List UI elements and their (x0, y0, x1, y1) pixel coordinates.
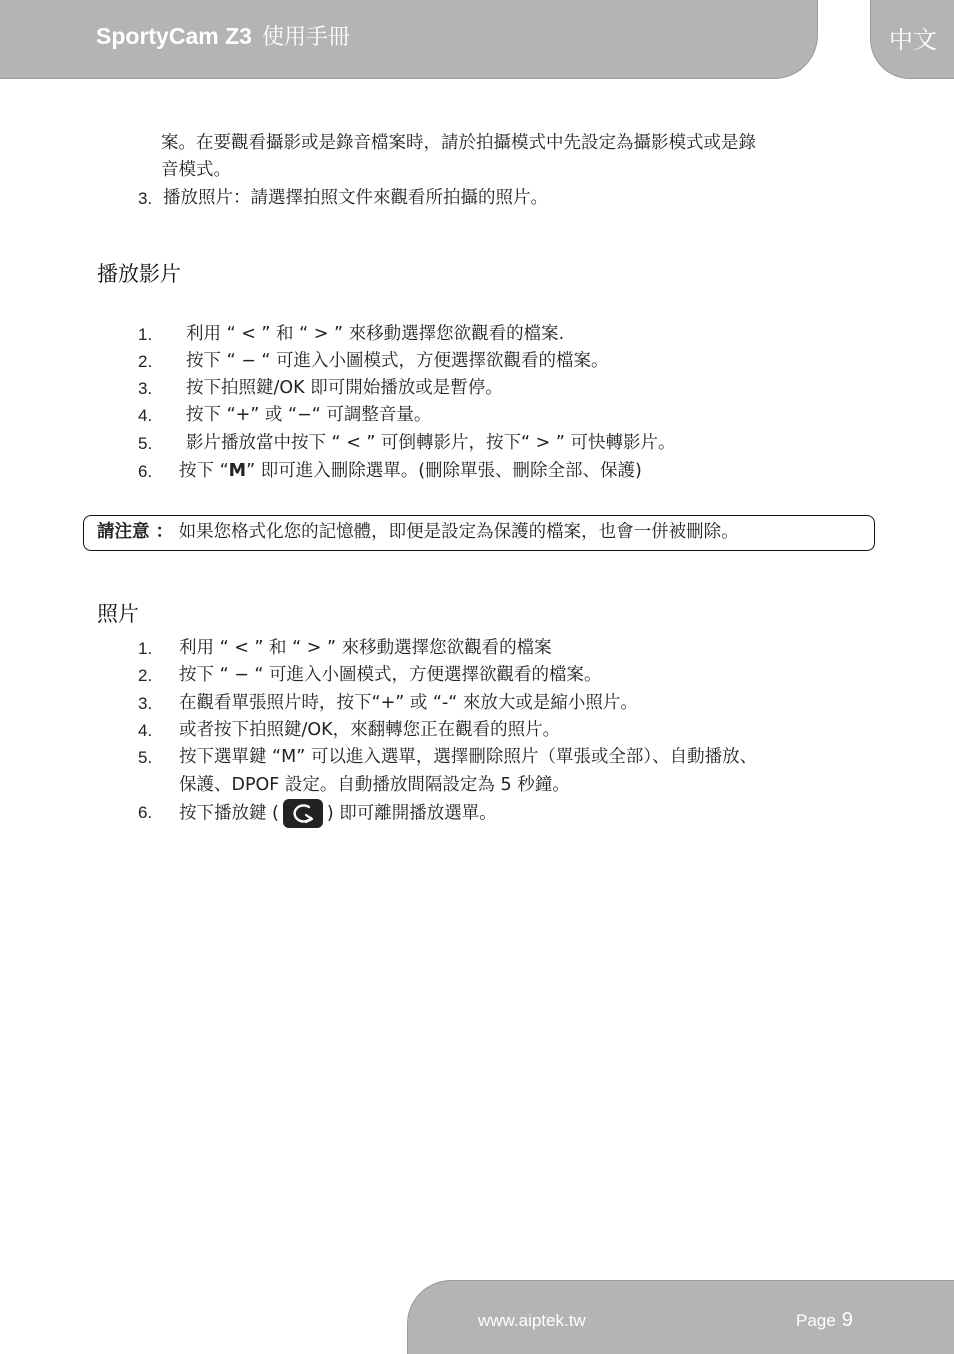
video-item-text: 按下拍照鍵/OK 即可開始播放或是暫停。 (186, 378, 503, 398)
photo-section-heading: 照片 (97, 602, 139, 626)
photo-item-number: 3. (138, 694, 153, 713)
video-item-text-pre: 按下 “ (179, 461, 229, 481)
photo-item-text-continued: 保護、DPOF 設定。自動播放間隔設定為 5 秒鐘。 (179, 775, 570, 795)
photo-item-text-pre: 按下播放鍵 ( (179, 803, 279, 824)
footer-bar (407, 1280, 954, 1354)
intro-item-3-number: 3. (138, 189, 153, 208)
photo-item-number: 4. (138, 721, 153, 740)
warning-note-box (83, 515, 875, 551)
intro-item-3-text: 播放照片：請選擇拍照文件來觀看所拍攝的照片。 (163, 188, 548, 208)
video-item-number: 1. (138, 325, 153, 344)
video-item-number: 3. (138, 379, 153, 398)
video-item-number: 2. (138, 352, 153, 371)
menu-key-label: M (228, 461, 247, 481)
page-indicator (796, 1309, 853, 1332)
photo-item-text: 按下 “ − “ 可進入小圖模式，方便選擇欲觀看的檔案。 (179, 665, 602, 685)
video-item-text (179, 458, 642, 485)
page-number: 9 (841, 1309, 853, 1331)
note-label: 請注意 ： (97, 522, 174, 542)
video-item-text: 按下 “+” 或 “−“ 可調整音量。 (186, 405, 432, 425)
photo-item-number: 2. (138, 666, 153, 685)
manual-subtitle: 使用手冊 (261, 25, 350, 50)
intro-line-2: 音模式。 (161, 160, 231, 180)
language-tab (870, 0, 954, 79)
video-item-text-post: ” 即可進入刪除選單。(刪除單張、刪除全部、保護) (246, 461, 642, 481)
video-item-number: 5. (138, 434, 153, 453)
video-item-number: 4. (138, 406, 153, 425)
video-item-number: 6. (138, 462, 153, 481)
video-item-text: 影片播放當中按下 “ < ” 可倒轉影片，按下“ > ” 可快轉影片。 (186, 433, 676, 453)
photo-item-number: 6. (138, 803, 153, 822)
website-link[interactable]: www.aiptek.tw (478, 1311, 586, 1330)
photo-item-number: 1. (138, 639, 153, 658)
language-label: 中文 (889, 26, 937, 54)
photo-item-text (179, 799, 497, 828)
video-section-heading: 播放影片 (97, 262, 181, 286)
page-label: Page (796, 1311, 836, 1330)
header-bar (0, 0, 818, 79)
playback-return-icon (283, 799, 323, 828)
intro-line-1: 案。在要觀看攝影或是錄音檔案時，請於拍攝模式中先設定為攝影模式或是錄 (161, 133, 756, 153)
photo-item-text: 或者按下拍照鍵/OK，來翻轉您正在觀看的照片。 (179, 720, 561, 740)
photo-item-text-post: ) 即可離開播放選單。 (326, 803, 497, 824)
manual-title (96, 20, 350, 51)
photo-item-text: 利用 “ < ” 和 “ > ” 來移動選擇您欲觀看的檔案 (179, 638, 552, 658)
video-item-text: 按下 “ − “ 可進入小圖模式，方便選擇欲觀看的檔案。 (186, 351, 609, 371)
photo-item-text: 按下選單鍵 “M” 可以進入選單，選擇刪除照片（單張或全部）、自動播放、 (179, 747, 758, 767)
note-text: 如果您格式化您的記憶體，即便是設定為保護的檔案，也會一併被刪除。 (178, 522, 739, 542)
video-item-text: 利用 “ < ” 和 “ > ” 來移動選擇您欲觀看的檔案. (186, 324, 565, 344)
photo-item-text: 在觀看單張照片時，按下“+” 或 “-“ 來放大或是縮小照片。 (179, 693, 638, 713)
photo-item-number: 5. (138, 748, 153, 767)
product-name: SportyCam Z3 (96, 23, 252, 49)
